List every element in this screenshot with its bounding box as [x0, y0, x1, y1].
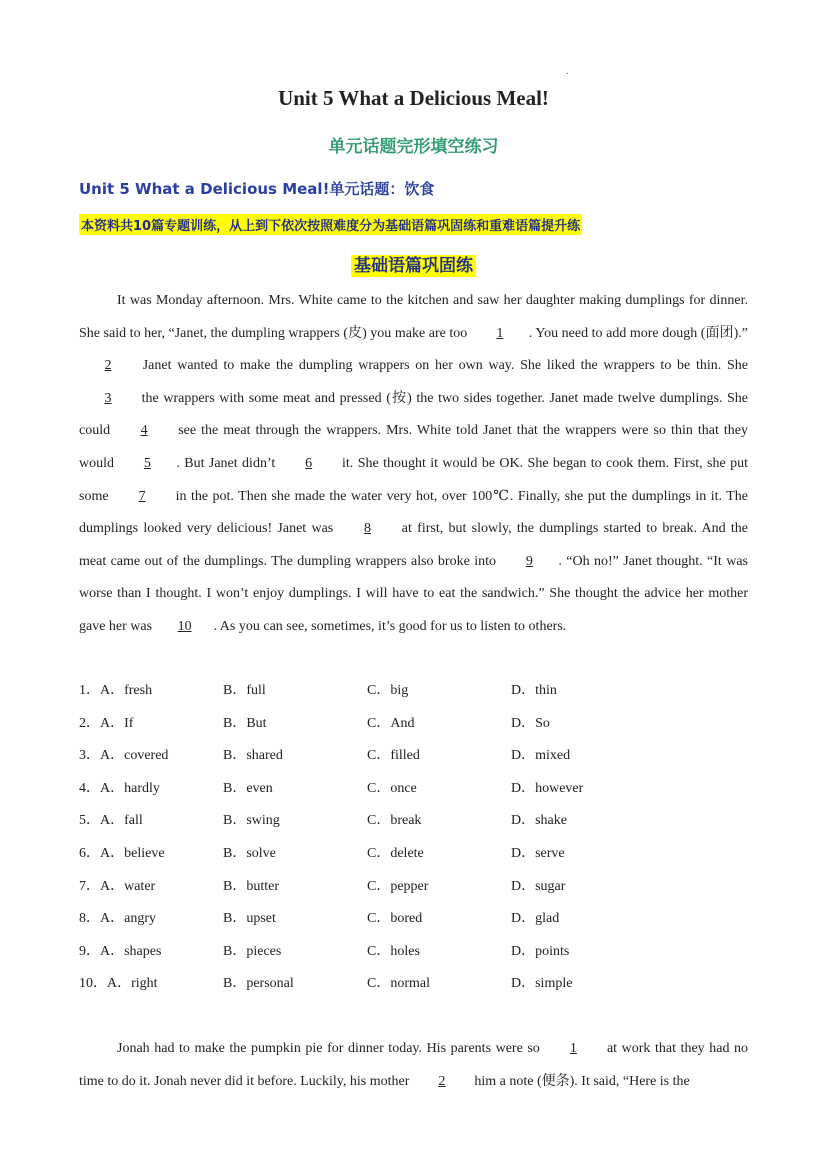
option-a: 4．A．hardly	[79, 780, 160, 796]
blank-1: 1	[496, 325, 504, 341]
option-b: B．But	[223, 715, 267, 731]
option-a: 8．A．angry	[79, 911, 156, 927]
option-c: C．holes	[367, 943, 420, 959]
section-heading-text: 基础语篇巩固练	[351, 255, 476, 277]
option-b: B．butter	[223, 878, 279, 894]
option-a: 5．A．fall	[79, 813, 143, 829]
passage-text: . But Janet didn’t	[176, 455, 276, 471]
option-a: 1．A．fresh	[79, 683, 153, 698]
blank-3: 3	[104, 390, 112, 406]
passage-text: . “Oh no!” Janet thought. “It was worse than I thought. I won’t enjoy dumplings. I will have to eat the sandwich.” She thought the advice her mother gave her was	[79, 553, 748, 634]
option-d: D．points	[511, 943, 570, 959]
page-subtitle: 单元话题完形填空练习	[328, 137, 499, 157]
passage-text: . As you can see, sometimes, it’s good for us to listen to others.	[213, 618, 567, 634]
option-d: D．sugar	[511, 878, 566, 894]
passage-text: It was Monday afternoon. Mrs. White came to the kitchen and saw her daughter making dumplings for dinner. She said to her, “Janet, the dumpling wrappers (皮) you make are too	[79, 293, 748, 341]
passage-text: it. She thought it would be OK. She began to cook them. First, she put some	[79, 455, 749, 504]
blank-4: 4	[140, 423, 148, 439]
blank-1: 1	[569, 1041, 577, 1056]
option-b: B．full	[223, 683, 266, 698]
option-d: D．serve	[511, 845, 565, 861]
option-b: B．solve	[223, 845, 276, 861]
passage-text: the wrappers with some meat and pressed (按) the two sides together. Janet made twelve dumplings. She could	[79, 390, 749, 439]
option-b: B．even	[223, 780, 273, 796]
option-c: C．big	[367, 683, 409, 698]
option-c: C．break	[367, 813, 422, 829]
material-notice: 本资料共10篇专题训练，从上到下依次按照难度分为基础语篇巩固练和重难语篇提升练	[79, 214, 582, 235]
blank-7: 7	[138, 488, 146, 504]
passage-text: . You need to add more dough (面团).”	[528, 325, 748, 341]
blank-9: 9	[525, 553, 533, 569]
option-c: C．normal	[367, 976, 430, 992]
page-title: Unit 5 What a Delicious Meal!	[278, 86, 549, 110]
blank-6: 6	[305, 455, 313, 471]
answer-options	[79, 675, 748, 1001]
option-row	[79, 838, 748, 871]
option-b: B．personal	[223, 976, 294, 992]
option-d: D．thin	[511, 683, 557, 698]
passage-text: Jonah had to make the pumpkin pie for dinner today. His parents were so	[117, 1041, 540, 1056]
option-c: C．delete	[367, 845, 424, 861]
blank-2: 2	[438, 1073, 446, 1089]
option-row	[79, 708, 748, 741]
option-row	[79, 968, 748, 1001]
option-d: D．mixed	[511, 748, 571, 764]
option-a: 9．A．shapes	[79, 943, 162, 959]
passage-text: at first, but slowly, the dumplings started to break. And the meat came out of the dumplings. The dumpling wrappers also broke into	[79, 521, 749, 569]
option-a: 10．A．right	[79, 976, 158, 992]
option-c: C．And	[367, 715, 415, 731]
option-row	[79, 740, 748, 773]
passage-text: Janet wanted to make the dumpling wrappers on her own way. She liked the wrappers to be thin. She	[142, 358, 748, 374]
option-row	[79, 871, 748, 904]
section-heading	[0, 251, 827, 276]
option-c: C．bored	[367, 911, 423, 927]
option-row	[79, 675, 748, 708]
option-row	[79, 805, 748, 838]
blank-5: 5	[143, 455, 151, 471]
option-row	[79, 936, 748, 969]
option-a: 2．A．If	[79, 715, 134, 731]
option-b: B．upset	[223, 911, 276, 927]
passage-text: in the pot. Then she made the water very hot, over 100℃. Finally, she put the dumplings in it. The dumplings looked very delicious! Janet was	[79, 488, 749, 537]
option-d: D．however	[511, 780, 584, 796]
option-d: D．So	[511, 715, 550, 731]
option-b: B．shared	[223, 748, 283, 764]
page-dot: .	[566, 66, 569, 77]
passage-text: at work that they had no time to do it. Jonah never did it before. Luckily, his mother	[79, 1041, 749, 1089]
unit-topic: Unit 5 What a Delicious Meal!单元话题：饮食	[79, 180, 435, 198]
option-c: C．filled	[367, 748, 420, 764]
blank-8: 8	[364, 521, 372, 537]
option-a: 7．A．water	[79, 878, 156, 894]
option-d: D．simple	[511, 976, 573, 992]
option-a: 3．A．covered	[79, 748, 169, 764]
passage-1	[79, 285, 748, 644]
option-b: B．pieces	[223, 943, 282, 959]
blank-10: 10	[177, 618, 192, 634]
option-b: B．swing	[223, 813, 280, 829]
passage-text: see the meat through the wrappers. Mrs. White told Janet that the wrappers were so thin that they would	[79, 423, 749, 471]
option-d: D．shake	[511, 813, 567, 829]
option-a: 6．A．believe	[79, 845, 165, 861]
passage-text: him a note (便条). It said, “Here is the	[474, 1073, 690, 1089]
option-c: C．once	[367, 780, 417, 796]
option-d: D．glad	[511, 911, 560, 927]
blank-2: 2	[104, 358, 112, 374]
option-row	[79, 903, 748, 936]
passage-2	[79, 1033, 748, 1098]
option-c: C．pepper	[367, 878, 429, 894]
option-row	[79, 773, 748, 806]
